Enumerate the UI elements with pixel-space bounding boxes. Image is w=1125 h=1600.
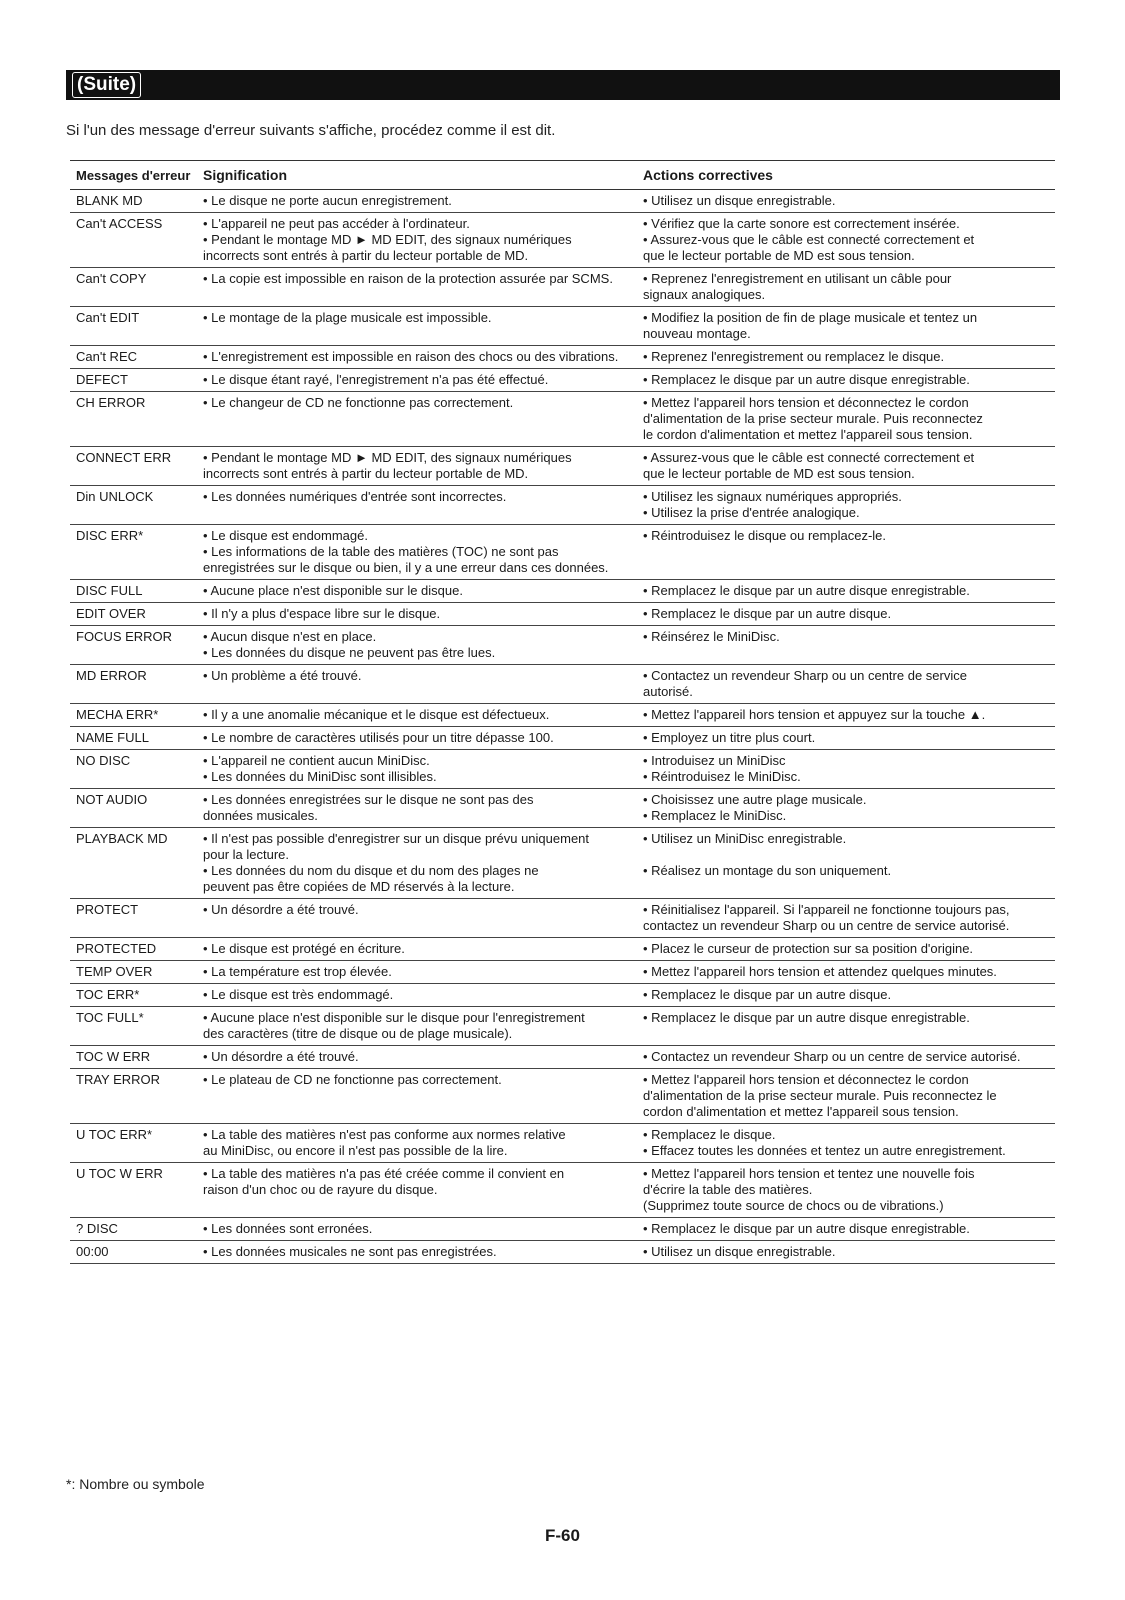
- action-line: • Réinsérez le MiniDisc.: [643, 629, 780, 644]
- action-line: • Remplacez le disque par un autre disque.: [643, 606, 892, 621]
- corrective-actions: [643, 193, 1055, 209]
- intro-text: Si l'un des message d'erreur suivants s'affiche, procédez comme il est dit.: [66, 122, 556, 139]
- meaning-line: • L'appareil ne contient aucun MiniDisc.: [203, 753, 430, 768]
- error-code: Din UNLOCK: [76, 489, 154, 504]
- action-line: • Remplacez le MiniDisc.: [643, 808, 787, 823]
- error-meaning: [203, 271, 643, 287]
- action-line: • Remplacez le disque par un autre disque enregistrable.: [643, 1221, 970, 1236]
- meaning-line: • Les données numériques d'entrée sont incorrectes.: [203, 489, 507, 504]
- section-header-bar: [66, 70, 1060, 100]
- meaning-line: peuvent pas être copiées de MD réservés à la lecture.: [203, 879, 515, 894]
- corrective-actions: [643, 271, 1055, 303]
- meaning-line: • Un désordre a été trouvé.: [203, 902, 359, 917]
- error-meaning: [203, 1049, 643, 1065]
- corrective-actions: [643, 395, 1055, 443]
- meaning-line: • Les données sont erronées.: [203, 1221, 373, 1236]
- table-row: [70, 1046, 1055, 1069]
- table-row: [70, 961, 1055, 984]
- error-meaning: [203, 1221, 643, 1237]
- table-row: [70, 665, 1055, 704]
- meaning-line: • Pendant le montage MD ► MD EDIT, des signaux numériques: [203, 450, 572, 465]
- meaning-line: • Il n'est pas possible d'enregistrer sur un disque prévu uniquement: [203, 831, 590, 846]
- action-line: • Remplacez le disque par un autre disque enregistrable.: [643, 1010, 970, 1025]
- corrective-actions: [643, 707, 1055, 723]
- table-row: [70, 626, 1055, 665]
- error-meaning: [203, 1244, 643, 1260]
- table-row: [70, 938, 1055, 961]
- table-row: [70, 268, 1055, 307]
- action-line: • Utilisez la prise d'entrée analogique.: [643, 505, 860, 520]
- meaning-line: • Aucune place n'est disponible sur le disque pour l'enregistrement: [203, 1010, 585, 1025]
- error-code: NOT AUDIO: [76, 792, 148, 807]
- error-meaning: [203, 528, 643, 576]
- action-line: • Remplacez le disque par un autre disque enregistrable.: [643, 372, 970, 387]
- action-line: [643, 847, 1055, 863]
- meaning-line: • Il n'y a plus d'espace libre sur le disque.: [203, 606, 441, 621]
- error-code: Can't EDIT: [76, 310, 140, 325]
- meaning-line: • Aucun disque n'est en place.: [203, 629, 377, 644]
- corrective-actions: [643, 1221, 1055, 1237]
- table-body: [70, 190, 1055, 1264]
- table-row: [70, 984, 1055, 1007]
- action-line: • Utilisez un disque enregistrable.: [643, 1244, 836, 1259]
- meaning-line: • Il y a une anomalie mécanique et le disque est défectueux.: [203, 707, 550, 722]
- action-line: • Effacez toutes les données et tentez un autre enregistrement.: [643, 1143, 1006, 1158]
- corrective-actions: [643, 629, 1055, 645]
- meaning-line: enregistrées sur le disque ou bien, il y a une erreur dans ces données.: [203, 560, 609, 575]
- action-line: • Assurez-vous que le câble est connecté correctement et: [643, 232, 975, 247]
- action-line: • Mettez l'appareil hors tension et tentez une nouvelle fois: [643, 1166, 975, 1181]
- error-code: FOCUS ERROR: [76, 629, 173, 644]
- footnote: *: Nombre ou symbole: [66, 1476, 205, 1492]
- meaning-line: • La table des matières n'est pas conforme aux normes relative: [203, 1127, 566, 1142]
- error-code: TEMP OVER: [76, 964, 153, 979]
- table-row: [70, 750, 1055, 789]
- error-meaning: [203, 668, 643, 684]
- error-code: CONNECT ERR: [76, 450, 172, 465]
- meaning-line: pour la lecture.: [203, 847, 289, 862]
- table-row: [70, 1007, 1055, 1046]
- column-header-code: Messages d'erreur: [76, 167, 191, 183]
- error-meaning: [203, 1166, 643, 1198]
- error-meaning: [203, 902, 643, 918]
- corrective-actions: [643, 1072, 1055, 1120]
- error-meaning: [203, 372, 643, 388]
- table-row: [70, 447, 1055, 486]
- action-line: d'alimentation de la prise secteur murale. Puis reconnectez le: [643, 1088, 997, 1103]
- error-code: ? DISC: [76, 1221, 118, 1236]
- meaning-line: • Un problème a été trouvé.: [203, 668, 362, 683]
- action-line: • Modifiez la position de fin de plage musicale et tentez un: [643, 310, 978, 325]
- error-meaning: [203, 987, 643, 1003]
- meaning-line: • Les informations de la table des matières (TOC) ne sont pas: [203, 544, 559, 559]
- column-header-meaning: Signification: [203, 167, 287, 183]
- error-meaning: [203, 606, 643, 622]
- meaning-line: • La table des matières n'a pas été créée comme il convient en: [203, 1166, 565, 1181]
- error-code: EDIT OVER: [76, 606, 146, 621]
- table-row: [70, 727, 1055, 750]
- meaning-line: • Le disque est endommagé.: [203, 528, 368, 543]
- meaning-line: • Le nombre de caractères utilisés pour un titre dépasse 100.: [203, 730, 554, 745]
- meaning-line: • Le disque étant rayé, l'enregistrement n'a pas été effectué.: [203, 372, 549, 387]
- action-line: le cordon d'alimentation et mettez l'appareil sous tension.: [643, 427, 973, 442]
- meaning-line: incorrects sont entrés à partir du lecteur portable de MD.: [203, 466, 529, 481]
- corrective-actions: [643, 730, 1055, 746]
- corrective-actions: [643, 831, 1055, 879]
- meaning-line: raison d'un choc ou de rayure du disque.: [203, 1182, 438, 1197]
- error-meaning: [203, 1072, 643, 1088]
- meaning-line: • Les données enregistrées sur le disque ne sont pas des: [203, 792, 534, 807]
- corrective-actions: [643, 606, 1055, 622]
- table-row: [70, 704, 1055, 727]
- corrective-actions: [643, 964, 1055, 980]
- corrective-actions: [643, 753, 1055, 785]
- error-messages-table: [70, 160, 1055, 1264]
- error-code: MD ERROR: [76, 668, 147, 683]
- table-row: [70, 190, 1055, 213]
- table-row: [70, 1241, 1055, 1264]
- error-code: DEFECT: [76, 372, 128, 387]
- action-line: d'écrire la table des matières.: [643, 1182, 813, 1197]
- table-row: [70, 603, 1055, 626]
- action-line: • Mettez l'appareil hors tension et appuyez sur la touche ▲.: [643, 707, 986, 722]
- error-meaning: [203, 193, 643, 209]
- action-line: • Réintroduisez le disque ou remplacez-le.: [643, 528, 887, 543]
- table-header-row: [70, 160, 1055, 190]
- corrective-actions: [643, 310, 1055, 342]
- action-line: • Mettez l'appareil hors tension et déconnectez le cordon: [643, 1072, 969, 1087]
- corrective-actions: [643, 1127, 1055, 1159]
- corrective-actions: [643, 349, 1055, 365]
- action-line: signaux analogiques.: [643, 287, 766, 302]
- action-line: contactez un revendeur Sharp ou un centre de service autorisé.: [643, 918, 1010, 933]
- meaning-line: • Le disque est très endommagé.: [203, 987, 394, 1002]
- corrective-actions: [643, 1244, 1055, 1260]
- meaning-line: incorrects sont entrés à partir du lecteur portable de MD.: [203, 248, 529, 263]
- error-meaning: [203, 1010, 643, 1042]
- error-meaning: [203, 583, 643, 599]
- error-code: NO DISC: [76, 753, 131, 768]
- error-code: Can't COPY: [76, 271, 147, 286]
- error-code: DISC FULL: [76, 583, 143, 598]
- table-row: [70, 580, 1055, 603]
- table-row: [70, 525, 1055, 580]
- meaning-line: • Un désordre a été trouvé.: [203, 1049, 359, 1064]
- corrective-actions: [643, 372, 1055, 388]
- error-code: TOC W ERR: [76, 1049, 151, 1064]
- error-meaning: [203, 964, 643, 980]
- action-line: • Reprenez l'enregistrement en utilisant un câble pour: [643, 271, 952, 286]
- table-row: [70, 899, 1055, 938]
- error-code: NAME FULL: [76, 730, 149, 745]
- action-line: • Employez un titre plus court.: [643, 730, 816, 745]
- meaning-line: • La température est trop élevée.: [203, 964, 392, 979]
- action-line: • Placez le curseur de protection sur sa position d'origine.: [643, 941, 974, 956]
- meaning-line: données musicales.: [203, 808, 318, 823]
- meaning-line: • L'enregistrement est impossible en raison des chocs ou des vibrations.: [203, 349, 619, 364]
- action-line: • Utilisez un disque enregistrable.: [643, 193, 836, 208]
- error-code: TRAY ERROR: [76, 1072, 161, 1087]
- table-row: [70, 369, 1055, 392]
- action-line: autorisé.: [643, 684, 693, 699]
- error-meaning: [203, 450, 643, 482]
- error-code: MECHA ERR*: [76, 707, 159, 722]
- action-line: • Assurez-vous que le câble est connecté correctement et: [643, 450, 975, 465]
- error-code: BLANK MD: [76, 193, 143, 208]
- action-line: d'alimentation de la prise secteur murale. Puis reconnectez: [643, 411, 983, 426]
- error-code: PLAYBACK MD: [76, 831, 168, 846]
- error-meaning: [203, 310, 643, 326]
- error-meaning: [203, 1127, 643, 1159]
- corrective-actions: [643, 583, 1055, 599]
- error-meaning: [203, 753, 643, 785]
- table-row: [70, 1124, 1055, 1163]
- meaning-line: • Le changeur de CD ne fonctionne pas correctement.: [203, 395, 514, 410]
- meaning-line: • Les données du disque ne peuvent pas être lues.: [203, 645, 496, 660]
- action-line: • Contactez un revendeur Sharp ou un centre de service autorisé.: [643, 1049, 1021, 1064]
- error-meaning: [203, 349, 643, 365]
- column-header-actions: Actions correctives: [643, 167, 773, 183]
- table-row: [70, 1069, 1055, 1124]
- meaning-line: • Pendant le montage MD ► MD EDIT, des signaux numériques: [203, 232, 572, 247]
- meaning-line: des caractères (titre de disque ou de plage musicale).: [203, 1026, 513, 1041]
- error-code: U TOC W ERR: [76, 1166, 163, 1181]
- error-code: Can't REC: [76, 349, 138, 364]
- error-meaning: [203, 730, 643, 746]
- meaning-line: • Les données musicales ne sont pas enregistrées.: [203, 1244, 497, 1259]
- action-line: • Choisissez une autre plage musicale.: [643, 792, 867, 807]
- action-line: que le lecteur portable de MD est sous tension.: [643, 248, 915, 263]
- error-code: Can't ACCESS: [76, 216, 163, 231]
- table-row: [70, 307, 1055, 346]
- error-meaning: [203, 941, 643, 957]
- corrective-actions: [643, 1010, 1055, 1026]
- table-row: [70, 1218, 1055, 1241]
- corrective-actions: [643, 902, 1055, 934]
- action-line: • Mettez l'appareil hors tension et déconnectez le cordon: [643, 395, 969, 410]
- table-row: [70, 486, 1055, 525]
- action-line: • Réinitialisez l'appareil. Si l'appareil ne fonctionne toujours pas,: [643, 902, 1010, 917]
- table-row: [70, 346, 1055, 369]
- action-line: • Remplacez le disque par un autre disque.: [643, 987, 892, 1002]
- meaning-line: • Le plateau de CD ne fonctionne pas correctement.: [203, 1072, 502, 1087]
- error-code: CH ERROR: [76, 395, 146, 410]
- action-line: • Utilisez les signaux numériques appropriés.: [643, 489, 902, 504]
- meaning-line: • Le disque est protégé en écriture.: [203, 941, 405, 956]
- corrective-actions: [643, 216, 1055, 264]
- action-line: cordon d'alimentation et mettez l'appareil sous tension.: [643, 1104, 959, 1119]
- action-line: • Introduisez un MiniDisc: [643, 753, 786, 768]
- meaning-line: • Les données du nom du disque et du nom des plages ne: [203, 863, 539, 878]
- page-number: F-60: [545, 1526, 580, 1545]
- meaning-line: • Le disque ne porte aucun enregistrement.: [203, 193, 452, 208]
- error-code: 00:00: [76, 1244, 109, 1259]
- action-line: • Vérifiez que la carte sonore est correctement insérée.: [643, 216, 960, 231]
- error-code: TOC FULL*: [76, 1010, 144, 1025]
- corrective-actions: [643, 987, 1055, 1003]
- error-meaning: [203, 831, 643, 895]
- table-row: [70, 1163, 1055, 1218]
- action-line: • Reprenez l'enregistrement ou remplacez le disque.: [643, 349, 945, 364]
- action-line: • Remplacez le disque.: [643, 1127, 776, 1142]
- action-line: • Utilisez un MiniDisc enregistrable.: [643, 831, 847, 846]
- section-header-label: (Suite): [72, 72, 141, 98]
- corrective-actions: [643, 489, 1055, 521]
- meaning-line: • Les données du MiniDisc sont illisibles.: [203, 769, 437, 784]
- error-meaning: [203, 792, 643, 824]
- meaning-line: • Le montage de la plage musicale est impossible.: [203, 310, 492, 325]
- meaning-line: • L'appareil ne peut pas accéder à l'ordinateur.: [203, 216, 470, 231]
- action-line: • Réalisez un montage du son uniquement.: [643, 863, 892, 878]
- corrective-actions: [643, 528, 1055, 544]
- action-line: que le lecteur portable de MD est sous tension.: [643, 466, 915, 481]
- error-meaning: [203, 216, 643, 264]
- error-code: TOC ERR*: [76, 987, 140, 1002]
- table-row: [70, 789, 1055, 828]
- error-meaning: [203, 707, 643, 723]
- error-code: PROTECT: [76, 902, 139, 917]
- error-code: U TOC ERR*: [76, 1127, 153, 1142]
- action-line: • Remplacez le disque par un autre disque enregistrable.: [643, 583, 970, 598]
- action-line: • Mettez l'appareil hors tension et attendez quelques minutes.: [643, 964, 997, 979]
- corrective-actions: [643, 1166, 1055, 1214]
- corrective-actions: [643, 1049, 1055, 1065]
- action-line: • Contactez un revendeur Sharp ou un centre de service: [643, 668, 967, 683]
- error-code: PROTECTED: [76, 941, 157, 956]
- table-row: [70, 392, 1055, 447]
- error-meaning: [203, 489, 643, 505]
- action-line: (Supprimez toute source de chocs ou de vibrations.): [643, 1198, 944, 1213]
- table-row: [70, 828, 1055, 899]
- corrective-actions: [643, 668, 1055, 700]
- meaning-line: • La copie est impossible en raison de la protection assurée par SCMS.: [203, 271, 613, 286]
- corrective-actions: [643, 792, 1055, 824]
- table-row: [70, 213, 1055, 268]
- corrective-actions: [643, 941, 1055, 957]
- action-line: • Réintroduisez le MiniDisc.: [643, 769, 801, 784]
- error-meaning: [203, 629, 643, 661]
- error-meaning: [203, 395, 643, 411]
- corrective-actions: [643, 450, 1055, 482]
- action-line: nouveau montage.: [643, 326, 751, 341]
- error-code: DISC ERR*: [76, 528, 144, 543]
- meaning-line: • Aucune place n'est disponible sur le disque.: [203, 583, 463, 598]
- meaning-line: au MiniDisc, ou encore il n'est pas possible de la lire.: [203, 1143, 508, 1158]
